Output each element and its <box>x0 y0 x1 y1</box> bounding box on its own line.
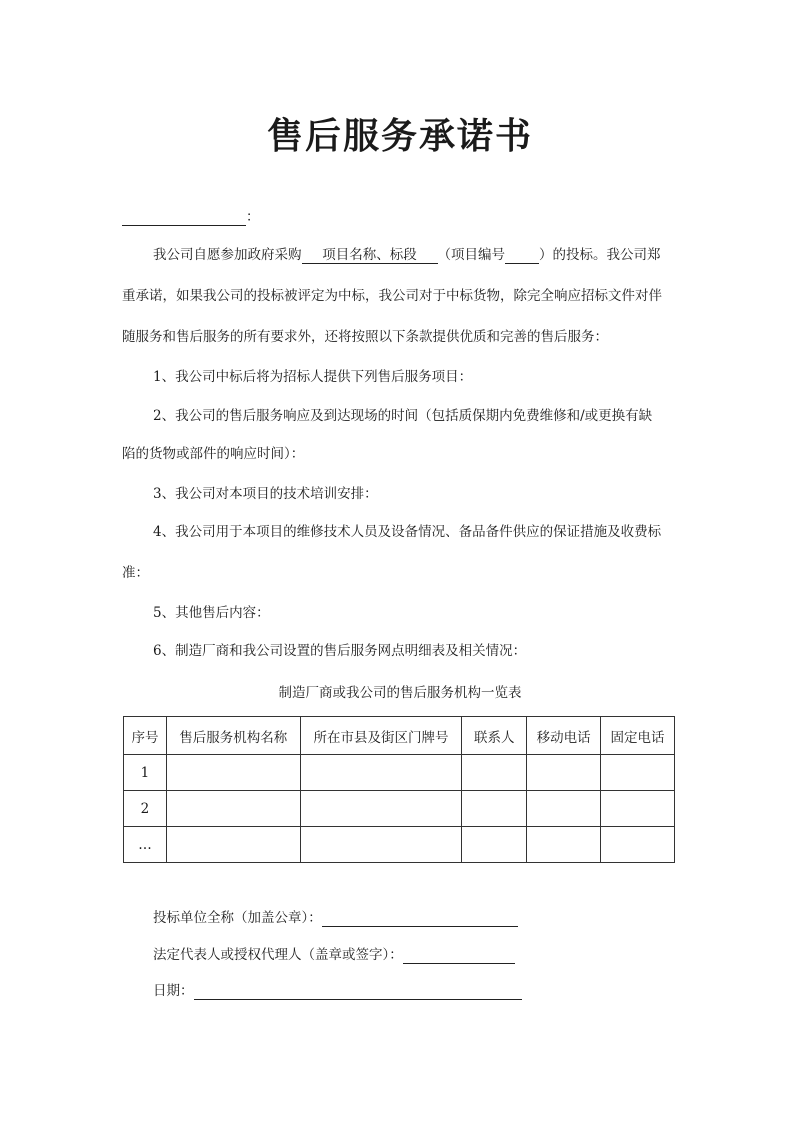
service-network-table <box>123 716 675 863</box>
table-cell[interactable] <box>462 791 527 827</box>
table-cell[interactable] <box>601 791 675 827</box>
document-title: 售后服务承诺书 <box>266 116 533 157</box>
table-cell[interactable] <box>300 791 462 827</box>
intro-text-3: ）的投标。我公司郑 <box>539 247 661 263</box>
representative-signature-field[interactable] <box>403 947 515 964</box>
table-cell[interactable] <box>527 791 601 827</box>
recipient-blank[interactable] <box>122 209 246 226</box>
row-seq-cell: … <box>124 827 167 863</box>
table-cell[interactable] <box>166 827 300 863</box>
item-3: 3、我公司对本项目的技术培训安排： <box>153 486 378 502</box>
project-name-field[interactable]: 项目名称、标段 <box>302 247 438 264</box>
intro-text-1: 我公司自愿参加政府采购 <box>153 247 302 263</box>
table-row <box>124 755 675 791</box>
header-cell-address: 所在市县及街区门牌号 <box>300 717 462 755</box>
table-cell[interactable] <box>166 791 300 827</box>
table-cell[interactable] <box>300 755 462 791</box>
bidder-label: 投标单位全称（加盖公章）： <box>153 910 322 926</box>
table-row <box>124 827 675 863</box>
header-cell-mobile: 移动电话 <box>527 717 601 755</box>
recipient-colon: ： <box>246 209 260 225</box>
table-cell[interactable] <box>166 755 300 791</box>
intro-paragraph-line-2: 重承诺，如果我公司的投标被评定为中标，我公司对于中标货物，除完全响应招标文件对伴 <box>122 288 662 304</box>
intro-paragraph-line-3: 随服务和售后服务的所有要求外，还将按照以下条款提供优质和完善的售后服务： <box>122 329 608 345</box>
intro-text-2: （项目编号 <box>437 247 505 263</box>
table-cell[interactable] <box>601 827 675 863</box>
item-4-line-1: 4、我公司用于本项目的维修技术人员及设备情况、备品备件供应的保证措施及收费标 <box>153 524 662 540</box>
header-cell-seq: 序号 <box>124 717 167 755</box>
item-2-line-2: 陷的货物或部件的响应时间）： <box>122 446 305 462</box>
item-1: 1、我公司中标后将为招标人提供下列售后服务项目： <box>153 369 473 385</box>
item-5: 5、其他售后内容： <box>153 605 270 621</box>
row-seq-cell: 2 <box>124 791 167 827</box>
item-4-line-2: 准： <box>122 565 149 581</box>
row-seq-cell: 1 <box>124 755 167 791</box>
bidder-signature-line <box>153 908 518 928</box>
header-cell-landline: 固定电话 <box>601 717 675 755</box>
intro-paragraph-line-1 <box>153 245 661 265</box>
date-field[interactable] <box>194 983 522 1000</box>
table-header-row <box>124 717 675 755</box>
table-caption: 制造厂商或我公司的售后服务机构一览表 <box>278 685 522 701</box>
item-2-line-1: 2、我公司的售后服务响应及到达现场的时间（包括质保期内免费维修和/或更换有缺 <box>153 408 653 424</box>
representative-signature-line <box>153 945 515 965</box>
item-6: 6、制造厂商和我公司设置的售后服务网点明细表及相关情况： <box>153 643 527 659</box>
table-cell[interactable] <box>527 755 601 791</box>
table-cell[interactable] <box>462 755 527 791</box>
bidder-name-field[interactable] <box>322 910 518 927</box>
recipient-line <box>122 207 260 227</box>
date-label: 日期： <box>153 983 194 999</box>
date-line <box>153 981 522 1001</box>
table-cell[interactable] <box>527 827 601 863</box>
representative-label: 法定代表人或授权代理人（盖章或签字）： <box>153 947 403 963</box>
header-cell-contact: 联系人 <box>462 717 527 755</box>
table-cell[interactable] <box>300 827 462 863</box>
table-row <box>124 791 675 827</box>
header-cell-agency-name: 售后服务机构名称 <box>166 717 300 755</box>
table-cell[interactable] <box>601 755 675 791</box>
table-cell[interactable] <box>462 827 527 863</box>
project-number-blank[interactable] <box>505 247 539 264</box>
